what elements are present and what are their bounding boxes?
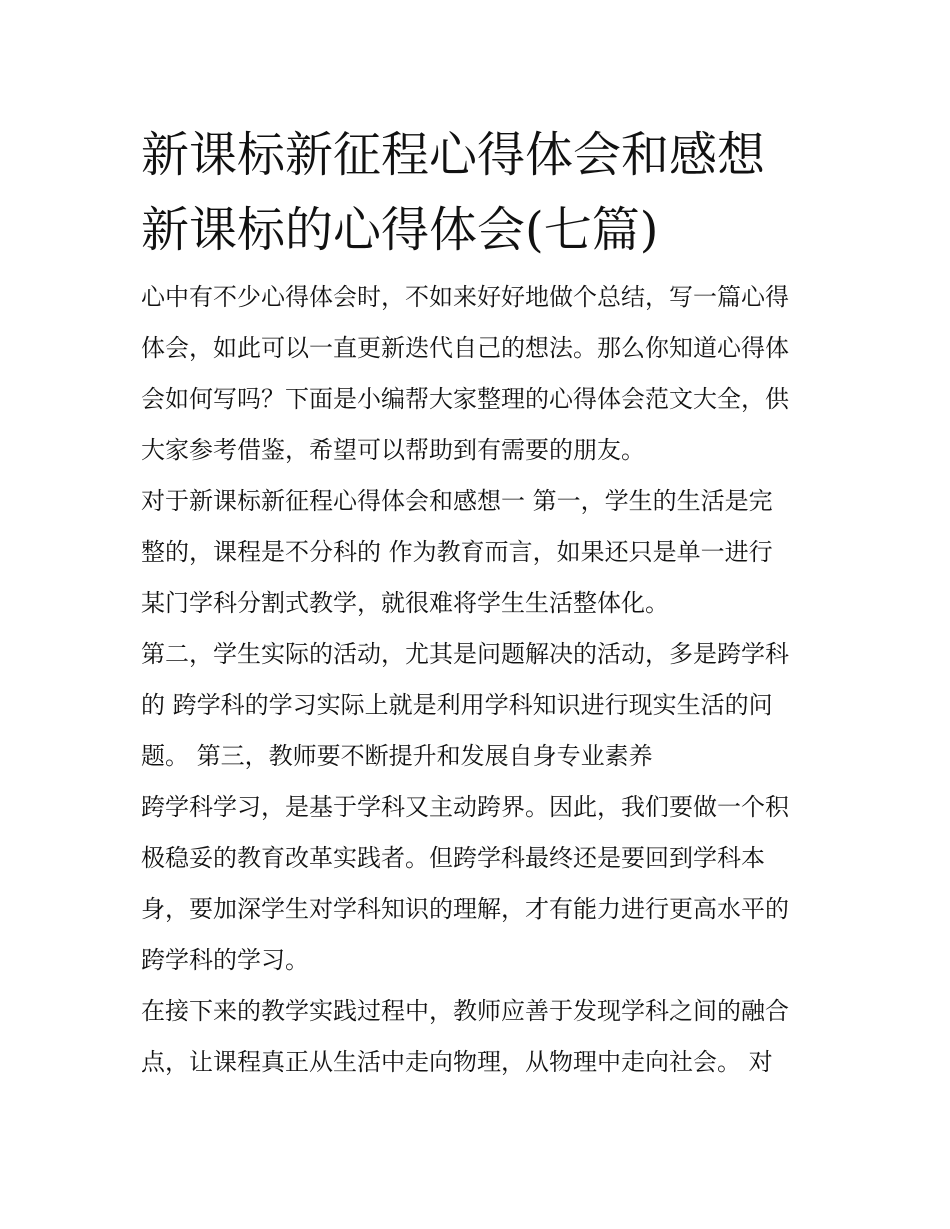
text-line: 在接下来的教学实践过程中，教师应善于发现学科之间的融合 [141,997,789,1025]
title-line-2: 新课标的心得体会(七篇) [141,202,659,258]
text-line: 对于新课标新征程心得体会和感想一 第一，学生的生活是完 [141,487,773,515]
text-line: 点，让课程真正从生活中走向物理，从物理中走向社会。 对 [141,1048,773,1076]
text-line: 整的，课程是不分科的 作为教育而言，如果还只是单一进行 [141,538,773,566]
text-line: 跨学科学习，是基于学科又主动跨界。因此，我们要做一个积 [141,793,789,821]
text-line: 体会，如此可以一直更新迭代自己的想法。那么你知道心得体 [141,334,789,362]
paragraph-first-point [141,476,816,629]
paragraph-second-point [141,629,816,782]
paragraph-teaching-practice [141,986,816,1088]
paragraph-cross-discipline [141,782,816,986]
paragraph-intro [141,272,816,476]
text-line: 的 跨学科的学习实际上就是利用学科知识进行现实生活的问 [141,691,773,719]
text-line: 身，要加深学生对学科知识的理解，才有能力进行更高水平的 [141,895,789,923]
text-line: 心中有不少心得体会时，不如来好好地做个总结，写一篇心得 [141,283,789,311]
text-line: 大家参考借鉴，希望可以帮助到有需要的朋友。 [141,436,645,464]
document-page [141,118,816,1088]
text-line: 题。 第三，教师要不断提升和发展自身专业素养 [141,742,653,770]
text-line: 会如何写吗？下面是小编帮大家整理的心得体会范文大全，供 [141,385,789,413]
text-line: 极稳妥的教育改革实践者。但跨学科最终还是要回到学科本 [141,844,765,872]
text-line: 跨学科的学习。 [141,946,309,974]
title-line-1: 新课标新征程心得体会和感想 [141,127,766,183]
text-line: 第二，学生实际的活动，尤其是问题解决的活动，多是跨学科 [141,640,789,668]
document-title [141,118,816,268]
text-line: 某门学科分割式教学，就很难将学生生活整体化。 [141,589,669,617]
